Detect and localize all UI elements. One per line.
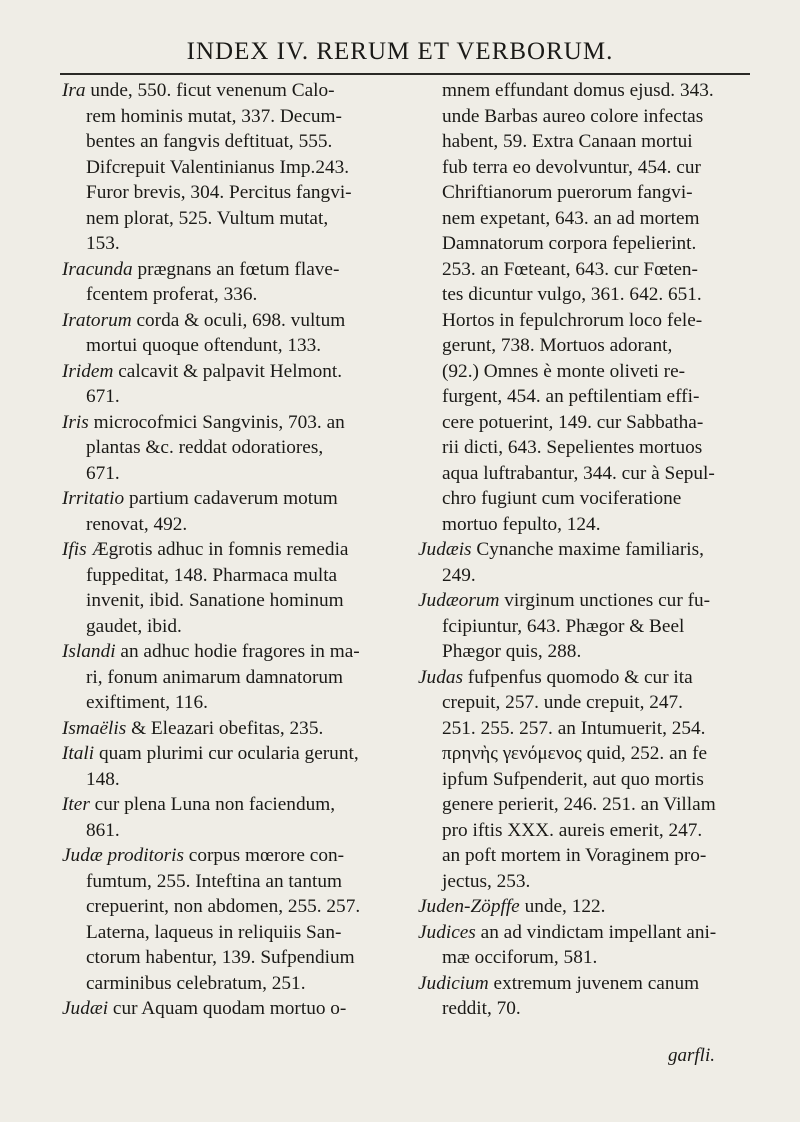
entry-headword: Ira bbox=[62, 80, 86, 101]
entry-continuation bbox=[418, 869, 753, 895]
entry-text: exiftiment, 116. bbox=[86, 692, 208, 713]
entry-continuation bbox=[62, 665, 387, 691]
entry-text: gerunt, 738. Mortuos adorant, bbox=[442, 335, 673, 356]
entry-text: tes dicuntur vulgo, 361. 642. 651. bbox=[442, 284, 702, 305]
entry-headword: Judas bbox=[418, 666, 463, 688]
entry-continuation bbox=[418, 333, 753, 359]
entry-continuation bbox=[418, 486, 753, 512]
entry-text: mæ occiforum, 581. bbox=[442, 947, 598, 968]
index-entry bbox=[62, 78, 387, 104]
entry-continuation bbox=[62, 180, 387, 206]
entry-continuation bbox=[62, 104, 387, 130]
entry-continuation bbox=[418, 257, 753, 283]
entry-text: Chriftianorum puerorum fangvi- bbox=[442, 182, 693, 203]
entry-text: furgent, 454. an peftilentiam effi- bbox=[442, 386, 700, 407]
entry-text: rii dicti, 643. Sepelientes mortuos bbox=[442, 437, 703, 458]
entry-headword: Judæis bbox=[418, 539, 472, 560]
entry-text: Damnatorum corpora fepelierint. bbox=[442, 233, 697, 254]
entry-text: fcentem proferat, 336. bbox=[86, 284, 258, 305]
entry-continuation bbox=[418, 308, 753, 334]
entry-text: fub terra eo devolvuntur, 454. cur bbox=[442, 156, 701, 178]
entry-headword: Judæ proditoris bbox=[62, 845, 184, 866]
entry-continuation bbox=[62, 129, 387, 155]
entry-text: 153. bbox=[86, 233, 120, 254]
entry-continuation bbox=[418, 435, 753, 461]
index-entry bbox=[62, 308, 387, 334]
index-entry bbox=[418, 537, 753, 563]
entry-continuation bbox=[62, 563, 387, 589]
index-entry bbox=[62, 537, 387, 563]
entry-continuation bbox=[418, 614, 753, 640]
entry-headword: Iracunda bbox=[62, 258, 133, 280]
entry-continuation bbox=[418, 384, 753, 410]
entry-continuation bbox=[62, 282, 387, 308]
entry-continuation bbox=[62, 384, 387, 410]
entry-continuation bbox=[62, 945, 387, 971]
entry-continuation bbox=[62, 920, 387, 946]
entry-continuation bbox=[418, 282, 753, 308]
entry-headword: Judæorum bbox=[418, 590, 500, 611]
entry-headword: Iratorum bbox=[62, 309, 132, 331]
entry-continuation bbox=[62, 231, 387, 257]
entry-text: unde Barbas aureo colore infectas bbox=[442, 105, 704, 127]
entry-text: Ægrotis adhuc in fomnis remedia bbox=[86, 539, 349, 560]
entry-text: quam plurimi cur ocularia gerunt, bbox=[94, 743, 359, 764]
index-entry bbox=[418, 920, 753, 946]
entry-text: pro iftis XXX. aureis emerit, 247. bbox=[442, 819, 703, 841]
entry-continuation bbox=[62, 869, 387, 895]
entry-headword: Iter bbox=[62, 794, 90, 815]
entry-continuation bbox=[418, 843, 753, 869]
entry-text: invenit, ibid. Sanatione hominum bbox=[86, 590, 344, 611]
entry-text: fuppeditat, 148. Pharmaca multa bbox=[86, 564, 338, 586]
entry-text: fcipiuntur, 643. Phægor & Beel bbox=[442, 615, 685, 637]
entry-text: carminibus celebratum, 251. bbox=[86, 972, 306, 994]
entry-text: gaudet, ibid. bbox=[86, 615, 182, 637]
entry-text: ctorum habentur, 139. Sufpendium bbox=[86, 947, 355, 968]
entry-continuation bbox=[418, 78, 753, 104]
entry-text: 253. an Fœteant, 643. cur Fœten- bbox=[442, 258, 698, 280]
catchword: garfli. bbox=[668, 1045, 715, 1066]
entry-text: genere perierit, 246. 251. an Villam bbox=[442, 794, 716, 815]
index-entry bbox=[62, 359, 387, 385]
entry-continuation bbox=[418, 231, 753, 257]
entry-text: Furor brevis, 304. Percitus fangvi- bbox=[86, 182, 352, 203]
entry-continuation bbox=[418, 996, 753, 1022]
entry-continuation bbox=[62, 206, 387, 232]
entry-text: crepuerint, non abdomen, 255. 257. bbox=[86, 896, 361, 917]
entry-text: jectus, 253. bbox=[442, 870, 531, 892]
entry-continuation bbox=[418, 410, 753, 436]
entry-continuation bbox=[418, 716, 753, 742]
entry-text: Difcrepuit Valentinianus Imp.243. bbox=[86, 156, 350, 178]
entry-text: fufpenfus quomodo & cur ita bbox=[462, 666, 693, 688]
entry-text: extremum juvenem canum bbox=[488, 972, 700, 994]
entry-text: calcavit & palpavit Helmont. bbox=[113, 360, 343, 382]
entry-headword: Ismaëlis bbox=[62, 717, 127, 739]
entry-text: mnem effundant domus ejusd. 343. bbox=[442, 80, 714, 101]
entry-text: & Eleazari obefitas, 235. bbox=[126, 717, 324, 739]
entry-continuation bbox=[418, 690, 753, 716]
entry-text: 671. bbox=[86, 462, 120, 484]
entry-text: corpus mœrore con- bbox=[183, 845, 345, 866]
entry-text: habent, 59. Extra Canaan mortui bbox=[442, 131, 693, 152]
entry-text: renovat, 492. bbox=[86, 513, 188, 535]
entry-text: nem expetant, 643. an ad mortem bbox=[442, 207, 700, 229]
entry-text: ri, fonum animarum damnatorum bbox=[86, 666, 344, 688]
entry-text: cur plena Luna non faciendum, bbox=[89, 794, 336, 815]
entry-headword: Judices bbox=[418, 921, 476, 943]
entry-text: ipfum Sufpenderit, aut quo mortis bbox=[442, 768, 704, 790]
entry-text: Cynanche maxime familiaris, bbox=[471, 539, 704, 560]
entry-continuation bbox=[418, 563, 753, 589]
entry-text: Laterna, laqueus in reliquiis San- bbox=[86, 921, 342, 943]
header-rule bbox=[60, 73, 750, 75]
entry-continuation bbox=[418, 945, 753, 971]
entry-continuation bbox=[418, 741, 753, 767]
entry-headword: Judicium bbox=[418, 972, 489, 994]
index-entry bbox=[418, 588, 753, 614]
page-header: INDEX IV. RERUM ET VERBORUM. bbox=[186, 38, 614, 65]
entry-headword: Ifis bbox=[62, 539, 87, 560]
entry-continuation bbox=[62, 435, 387, 461]
entry-text: 249. bbox=[442, 564, 476, 586]
entry-continuation bbox=[62, 333, 387, 359]
entry-text: an adhuc hodie fragores in ma- bbox=[115, 641, 360, 662]
index-entry bbox=[418, 665, 753, 691]
index-entry bbox=[62, 486, 387, 512]
entry-text: nem plorat, 525. Vultum mutat, bbox=[86, 207, 329, 229]
right-column bbox=[418, 78, 753, 1022]
entry-text: aqua luftrabantur, 344. cur à Sepul- bbox=[442, 462, 715, 484]
entry-continuation bbox=[418, 129, 753, 155]
entry-continuation bbox=[62, 818, 387, 844]
entry-text: 251. 255. 257. an Intumuerit, 254. bbox=[442, 717, 706, 739]
entry-text: an ad vindictam impellant ani- bbox=[475, 921, 717, 943]
entry-continuation bbox=[62, 512, 387, 538]
entry-headword: Islandi bbox=[62, 641, 116, 662]
index-entry bbox=[418, 894, 753, 920]
entry-continuation bbox=[418, 206, 753, 232]
entry-continuation bbox=[62, 614, 387, 640]
entry-continuation bbox=[418, 180, 753, 206]
entry-text: prægnans an fœtum flave- bbox=[132, 258, 340, 280]
entry-continuation bbox=[62, 588, 387, 614]
entry-text: mortuo fepulto, 124. bbox=[442, 513, 601, 535]
index-entry bbox=[62, 741, 387, 767]
entry-text: unde, 550. ficut venenum Calo- bbox=[85, 80, 335, 101]
entry-continuation bbox=[418, 359, 753, 385]
entry-continuation bbox=[418, 792, 753, 818]
index-entry bbox=[62, 716, 387, 742]
entry-text: an poft mortem in Voraginem pro- bbox=[442, 845, 707, 866]
entry-continuation bbox=[62, 971, 387, 997]
entry-headword: Itali bbox=[62, 743, 95, 764]
index-entry bbox=[418, 971, 753, 997]
entry-text: (92.) Omnes è monte oliveti re- bbox=[442, 360, 686, 382]
entry-text: reddit, 70. bbox=[442, 998, 521, 1019]
entry-text: fumtum, 255. Inteftina an tantum bbox=[86, 870, 342, 892]
index-entry bbox=[62, 792, 387, 818]
entry-continuation bbox=[418, 104, 753, 130]
entry-continuation bbox=[418, 818, 753, 844]
entry-text: partium cadaverum motum bbox=[124, 488, 338, 509]
entry-text: plantas &c. reddat odoratiores, bbox=[86, 437, 324, 458]
entry-text: Phægor quis, 288. bbox=[442, 641, 582, 662]
entry-headword: Iridem bbox=[62, 360, 114, 382]
entry-continuation bbox=[62, 690, 387, 716]
entry-continuation bbox=[62, 155, 387, 181]
entry-continuation bbox=[418, 639, 753, 665]
entry-headword: Juden-Zöpffe bbox=[418, 896, 520, 917]
entry-text: crepuit, 257. unde crepuit, 247. bbox=[442, 692, 683, 713]
index-entry bbox=[62, 257, 387, 283]
entry-text: virginum unctiones cur fu- bbox=[499, 590, 711, 611]
entry-text: 671. bbox=[86, 386, 120, 407]
entry-continuation bbox=[418, 767, 753, 793]
entry-headword: Irritatio bbox=[62, 488, 125, 509]
entry-text: mortui quoque oftendunt, 133. bbox=[86, 335, 322, 356]
index-entry bbox=[62, 996, 387, 1022]
entry-continuation bbox=[418, 512, 753, 538]
entry-text: cere potuerint, 149. cur Sabbatha- bbox=[442, 411, 704, 433]
entry-headword: Judæi bbox=[62, 998, 109, 1019]
entry-text: cur Aquam quodam mortuo o- bbox=[108, 998, 347, 1019]
entry-text: πρηνὴς γενόμενος quid, 252. an fe bbox=[442, 743, 708, 764]
entry-continuation bbox=[62, 767, 387, 793]
entry-continuation bbox=[418, 461, 753, 487]
entry-text: Hortos in fepulchrorum loco fele- bbox=[442, 309, 703, 331]
entry-text: chro fugiunt cum vociferatione bbox=[442, 488, 682, 509]
index-entry bbox=[62, 843, 387, 869]
entry-continuation bbox=[418, 155, 753, 181]
entry-text: unde, 122. bbox=[519, 896, 606, 917]
entry-continuation bbox=[62, 894, 387, 920]
entry-text: rem hominis mutat, 337. Decum- bbox=[86, 105, 342, 127]
entry-text: corda & oculi, 698. vultum bbox=[131, 309, 346, 331]
index-entry bbox=[62, 410, 387, 436]
entry-text: 148. bbox=[86, 768, 120, 790]
entry-headword: Iris bbox=[62, 411, 89, 433]
entry-text: bentes an fangvis deftituat, 555. bbox=[86, 131, 333, 152]
index-entry bbox=[62, 639, 387, 665]
left-column bbox=[62, 78, 387, 1022]
entry-text: 861. bbox=[86, 819, 120, 841]
entry-continuation bbox=[62, 461, 387, 487]
entry-text: microcofmici Sangvinis, 703. an bbox=[88, 411, 345, 433]
